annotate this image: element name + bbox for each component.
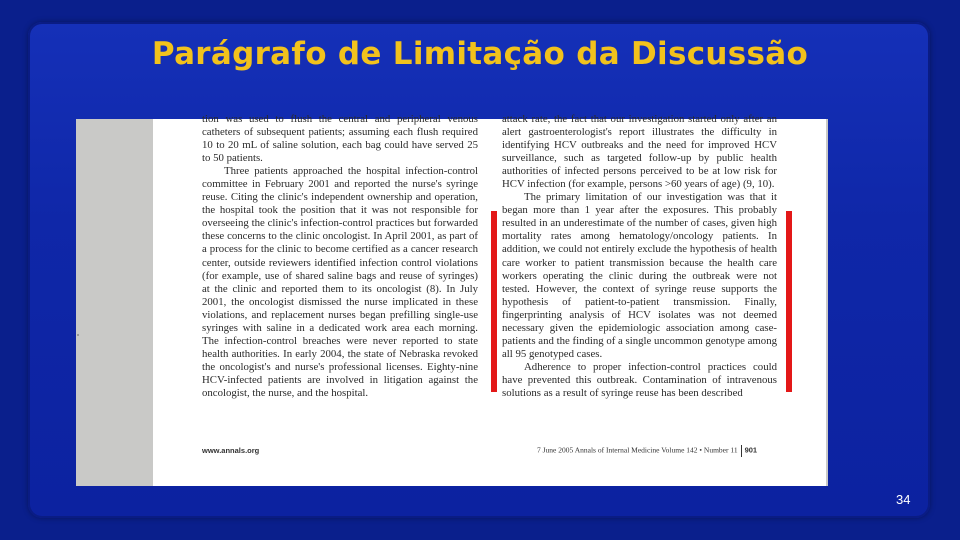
slide-page-number: 34 bbox=[896, 492, 911, 507]
article-page bbox=[153, 113, 826, 486]
scan-artifact-dot bbox=[77, 334, 79, 336]
limitation-paragraph: The primary limitation of our investigation was that it began more than 1 year after the exposures. This probably resulted in an underestimate of the number of cases, given high mortality rates among hematology/oncology patients. In addition, we could not entirely exclude the hypothesis of health care worker to patient transmission because the health care workers operating the clinic during the outbreak were not tested. However, the context of syringe reuse supports the hypothesis of patient-to-patient transmission. Finally, fingerprinting analysis of HCV isolates was not deemed necessary given the epidemiologic association among case-patients and the finding of a single uncommon genotype among all 95 genotyped cases. bbox=[502, 191, 777, 360]
slide-title: Parágrafo de Limitação da Discussão bbox=[151, 36, 809, 72]
journal-citation bbox=[537, 445, 757, 457]
journal-page-number: 901 bbox=[744, 445, 758, 455]
right-paragraph-3: Adherence to proper infection-control practices could have prevented this outbreak. Contamination of intravenous solutions as a result of syringe reuse has been described bbox=[502, 360, 777, 399]
citation-text: 7 June 2005 Annals of Internal Medicine Volume 142 • Number 11 bbox=[537, 445, 738, 455]
left-paragraph-1: tion was used to flush the central and peripheral venous catheters of subsequent patients; assuming each flush required 10 to 20 mL of saline solution, each bag could have served 25 to 50 patients. bbox=[202, 113, 478, 165]
left-paragraph-2: Three patients approached the hospital infection-control committee in February 2001 and reported the nurse's syringe reuse. Citing the clinic's independent ownership and operation, the hospital took the position that it was not responsible for overseeing the clinic's infection-control practices but forwarded these concerns to the clinic oncologist. In April 2001, as part of a process for the clinic to become certified as a cancer research center, outside reviewers identified infection control violations (for example, use of shared saline bags and reuse of syringes) at the clinic and reported them to its oncologist (8). In July 2001, the oncologist dismissed the nurse implicated in these violations, and replacement nurses began prefilling single-use syringes with saline in a dedicated work area each morning. The infection-control breaches were never reported to state health authorities. In early 2004, the state of Nebraska revoked the oncologist's and nurse's professional licenses. Eighty-nine HCV-infected patients are involved in litigation against the oncologist, the nurse, and the hospital. bbox=[202, 165, 478, 399]
highlight-bar-right bbox=[786, 211, 792, 392]
article-right-column bbox=[502, 113, 777, 400]
article-left-column bbox=[202, 113, 478, 400]
highlight-bar-left bbox=[491, 211, 497, 392]
citation-divider bbox=[741, 445, 742, 457]
journal-url: www.annals.org bbox=[202, 446, 260, 455]
scanned-article-image bbox=[76, 113, 828, 486]
right-paragraph-1: attack rate, the fact that our investigation started only after an alert gastroenterologist's report illustrates the difficulty in identifying HCV outbreaks and the need for improved HCV surveillance, such as targeted follow-up by public health authorities of infected persons perceived to be at low risk for HCV infection (for example, persons >60 years of age) (9, 10). bbox=[502, 113, 777, 191]
